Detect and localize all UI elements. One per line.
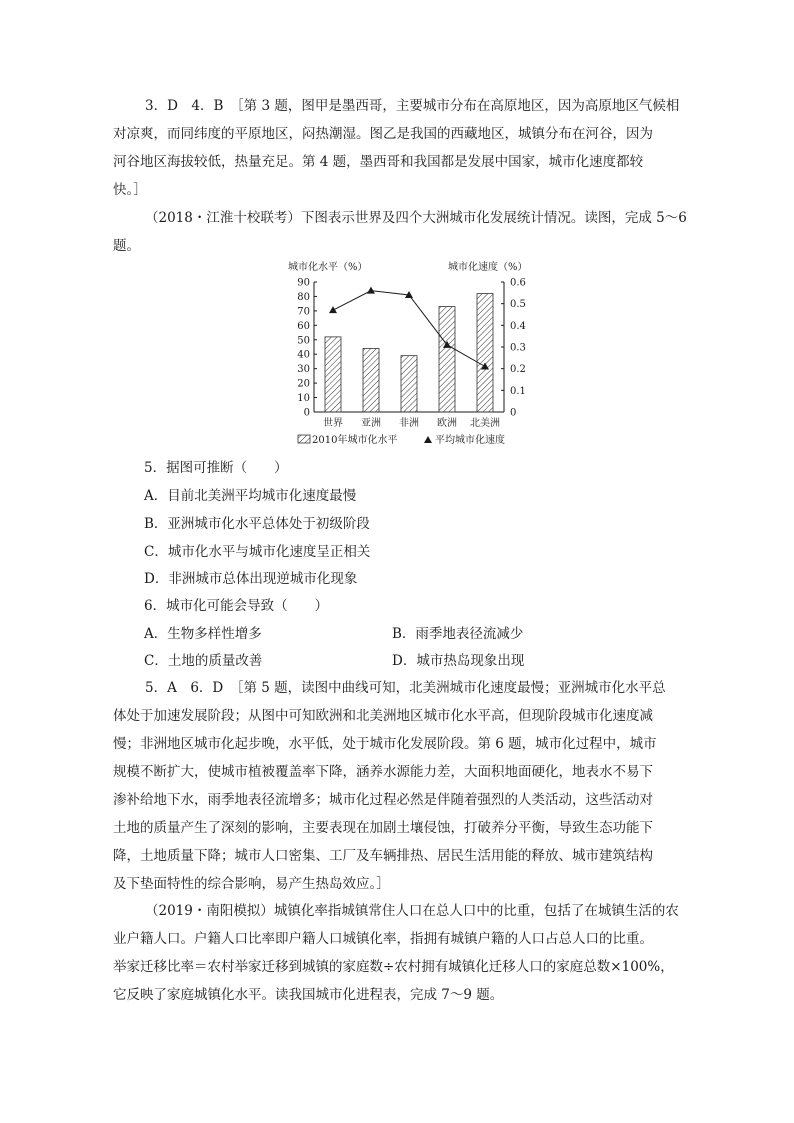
y-tick-label: 40: [297, 349, 310, 361]
y-tick-label: 10: [297, 393, 310, 405]
bar: [439, 307, 455, 412]
x-tick-label: 世界: [323, 418, 343, 429]
question-5-stem: 5．据图可推断（ ）: [144, 460, 288, 476]
text-line: 慢；非洲地区城市化起步晚，水平低，处于城市化发展阶段。第 6 题，城市化过程中，城市: [113, 736, 657, 752]
answer-3-4: [113, 92, 683, 204]
text-line: 举家迁移比率＝农村举家迁移到城镇的家庭数÷农村拥有城镇化迁移人口的家庭总数×100%，: [113, 959, 674, 975]
text-line: 5．A 6．D ［第 5 题，读图中曲线可知，北美洲城市化速度最慢；亚洲城市化水平总: [145, 680, 666, 696]
text-line: （2018・江淮十校联考）下图表示世界及四个大洲城市化发展统计情况。读图，完成 5～6: [145, 210, 687, 226]
y2-axis-label: 城市化速度（%）: [448, 262, 528, 273]
legend-bar-swatch: [298, 435, 310, 443]
option-6c: C．土地的质量改善: [144, 653, 263, 669]
y2-tick-label: 0.5: [510, 299, 526, 311]
bar: [325, 337, 341, 412]
text-line: 对凉爽，而同纬度的平原地区，闷热潮湿。图乙是我国的西藏地区，城镇分布在河谷，因为: [113, 126, 653, 142]
text-line: 3．D 4．B ［第 3 题，图甲是墨西哥，主要城市分布在高原地区，因为高原地区气候相: [145, 98, 680, 114]
x-tick-label: 非洲: [399, 418, 419, 429]
y-axis-label: 城市化水平（%）: [288, 262, 368, 273]
x-tick-label: 北美洲: [470, 418, 500, 429]
y-tick-label: 70: [297, 306, 310, 318]
chart-svg: [280, 258, 540, 458]
text-line: 及下垫面特性的综合影响，易产生热岛效应。］: [113, 876, 390, 892]
text-line: 降，土地质量下降；城市人口密集、工厂及车辆排热、居民生活用能的释放、城市建筑结构: [113, 848, 653, 864]
option-5b: B．亚洲城市化水平总体处于初级阶段: [144, 516, 370, 532]
option-6d: D．城市热岛现象出现: [392, 653, 525, 669]
text-line: （2019・南阳模拟）城镇化率指城镇常住人口在总人口中的比重，包括了在城镇生活的农: [145, 903, 679, 919]
legend-line-label: 平均城市化速度: [435, 435, 505, 446]
y-tick-label: 80: [297, 291, 310, 303]
text-line: 题。: [113, 238, 140, 254]
y2-tick-label: 0.1: [510, 385, 526, 397]
line-point-marker: [367, 287, 375, 294]
option-5c: C．城市化水平与城市化速度呈正相关: [144, 544, 371, 560]
y-tick-label: 90: [297, 277, 310, 289]
y-tick-label: 60: [297, 320, 310, 332]
text-line: 它反映了家庭城镇化水平。读我国城市化进程表，完成 7～9 题。: [113, 987, 504, 1003]
y-tick-label: 50: [297, 335, 310, 347]
y-tick-label: 0: [303, 407, 310, 419]
text-line: 业户籍人口。户籍人口比率即户籍人口城镇化率，指拥有城镇户籍的人口占总人口的比重。: [113, 931, 653, 947]
option-6a: A．生物多样性增多: [144, 626, 262, 642]
y2-tick-label: 0: [510, 407, 517, 419]
series-line: [333, 291, 485, 367]
question-6-stem: 6．城市化可能会导致（ ）: [144, 598, 329, 614]
bar: [363, 348, 379, 412]
text-line: 渗补给地下水，雨季地表径流增多；城市化过程必然是伴随着强烈的人类活动，这些活动对: [113, 792, 653, 808]
y-tick-label: 30: [297, 364, 310, 376]
y2-tick-label: 0.4: [510, 320, 526, 332]
bar: [401, 356, 417, 412]
text-line: 河谷地区海拔较低，热量充足。第 4 题，墨西哥和我国都是发展中国家，城市化速度都较: [113, 154, 644, 170]
x-tick-label: 欧洲: [437, 418, 457, 429]
y2-tick-label: 0.6: [510, 277, 526, 289]
intro-5-6: [113, 204, 687, 260]
line-point-marker: [329, 306, 337, 313]
y2-tick-label: 0.3: [510, 342, 526, 354]
intro-7-9: [113, 897, 683, 1009]
text-line: 体处于加速发展阶段；从图中可知欧洲和北美洲地区城市化水平高，但现阶段城市化速度减: [113, 708, 653, 724]
y-tick-label: 20: [297, 378, 310, 390]
y2-tick-label: 0.2: [510, 364, 526, 376]
answer-5-6: [113, 674, 683, 898]
text-line: 土地的质量产生了深刻的影响，主要表现在加剧土壤侵蚀，打破养分平衡，导致生态功能下: [113, 820, 653, 836]
option-5a: A．目前北美洲平均城市化速度最慢: [144, 488, 357, 504]
option-5d: D．非洲城市总体出现逆城市化现象: [144, 571, 358, 587]
x-tick-label: 亚洲: [361, 418, 381, 429]
text-line: 快。］: [113, 182, 147, 198]
urbanization-chart: [280, 258, 540, 458]
option-6b: B．雨季地表径流减少: [392, 626, 524, 642]
text-line: 规模不断扩大，使城市植被覆盖率下降，涵养水源能力差，大面积地面硬化，地表水不易下: [113, 764, 653, 780]
legend-bar-label: 2010年城市化水平: [312, 435, 398, 446]
legend-triangle-icon: [424, 436, 432, 443]
legend: [298, 433, 505, 446]
plot-area: [297, 278, 526, 430]
bar: [477, 294, 493, 412]
